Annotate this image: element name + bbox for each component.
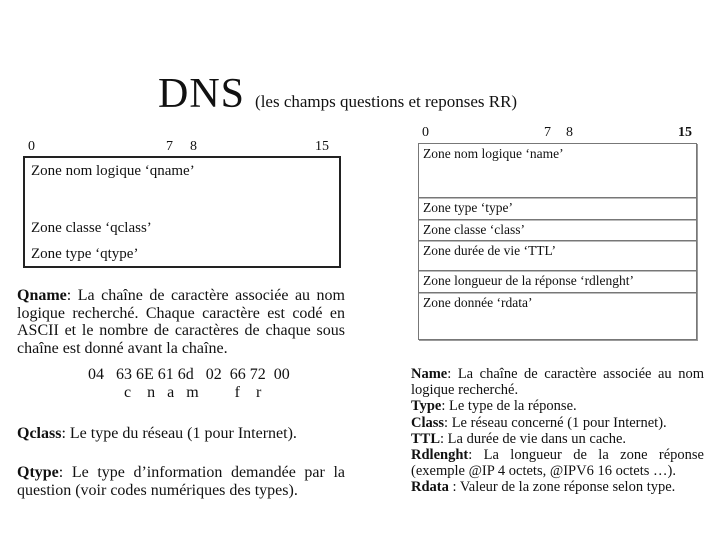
qclass-term: Qclass	[17, 425, 62, 442]
qtype-text: : Le type d’information demandée par la question (voir codes numériques des types).	[17, 464, 345, 499]
ttl-term: TTL	[411, 430, 441, 447]
rdlength-text: : La longueur de la zone réponse (exemple @IP 4 octets, @IPV6 16 octets …).	[411, 447, 704, 480]
qclass-zone: Zone classe ‘qclass’	[31, 220, 152, 236]
class-text: : Le réseau concerné (1 pour Internet).	[444, 414, 667, 431]
left-bit-8: 8	[190, 139, 197, 154]
type-term: Type	[411, 398, 442, 415]
rr-descriptions	[411, 366, 704, 496]
class-term: Class	[411, 414, 445, 431]
name-description	[411, 366, 704, 398]
ttl-text: : La durée de vie dans un cache.	[440, 430, 627, 447]
qname-text: : La chaîne de caractère associée au nom logique recherché. Chaque caractère est codé en ASCII et le nombre de caractères de chaque sous chaîne est donné avant la chaîne.	[17, 287, 345, 357]
rr-rdlength-zone: Zone longueur de la réponse ‘rdlenght’	[419, 271, 696, 293]
right-bit-15: 15	[678, 125, 692, 140]
rr-rdata-zone: Zone donnée ‘rdata’	[423, 295, 533, 310]
qtype-term: Qtype	[17, 464, 59, 481]
rr-class-zone: Zone classe ‘class’	[419, 220, 696, 241]
rdata-term: Rdata	[411, 479, 449, 496]
title-main: DNS	[158, 71, 246, 117]
type-description	[411, 398, 704, 414]
ttl-description	[411, 431, 704, 447]
qname-term: Qname	[17, 287, 67, 304]
name-text: : La chaîne de caractère associée au nom logique recherché.	[411, 366, 704, 399]
qtype-zone: Zone type ‘qtype’	[31, 246, 139, 262]
rr-name-zone: Zone nom logique ‘name’	[419, 144, 696, 198]
rdata-text: : Valeur de la zone réponse selon type.	[448, 479, 676, 496]
class-description	[411, 415, 704, 431]
left-bit-7: 7	[166, 139, 173, 154]
rr-type-zone: Zone type ‘type’	[419, 198, 696, 220]
title-subtitle: (les champs questions et reponses RR)	[255, 92, 518, 111]
question-format-box	[23, 156, 341, 268]
hex-example: 04 63 6E 61 6d 02 66 72 00	[88, 366, 290, 383]
rr-ttl-zone: Zone durée de vie ‘TTL’	[419, 241, 696, 271]
left-bit-15: 15	[315, 139, 329, 154]
rdlength-description	[411, 447, 704, 479]
qtype-description	[17, 464, 345, 499]
qclass-text: : Le type du réseau (1 pour Internet).	[61, 425, 297, 442]
page-title	[158, 70, 517, 118]
type-text: : Le type de la réponse.	[441, 398, 577, 415]
rr-format-box	[418, 143, 697, 340]
qname-zone: Zone nom logique ‘qname’	[31, 163, 195, 179]
right-bit-8: 8	[566, 125, 573, 140]
qclass-description	[17, 425, 345, 443]
qname-description	[17, 287, 345, 357]
rdlength-term: Rdlenght	[411, 447, 469, 464]
name-term: Name	[411, 366, 448, 382]
right-bit-0: 0	[422, 125, 429, 140]
right-bit-7: 7	[544, 125, 551, 140]
letters-example: c n a m f r	[124, 384, 262, 401]
rdata-description	[411, 479, 704, 495]
left-bit-0: 0	[28, 139, 35, 154]
